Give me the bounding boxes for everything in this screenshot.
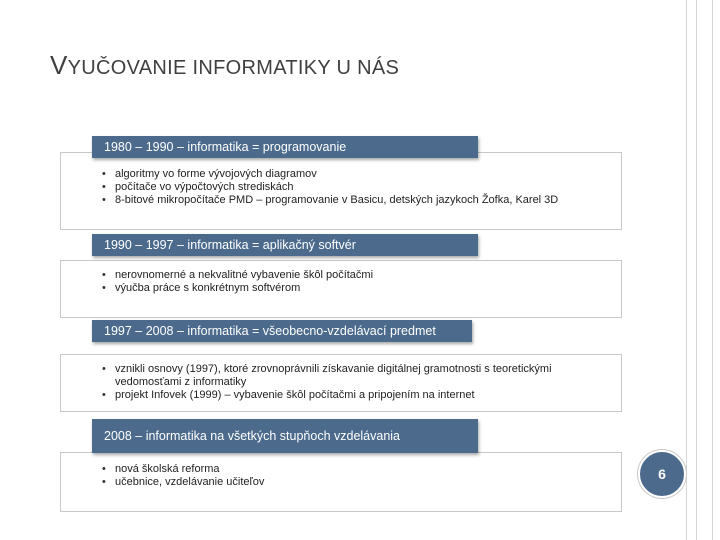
section-panel (60, 152, 622, 230)
list-item: • nová školská reforma (101, 463, 607, 476)
list-item: • vznikli osnovy (1997), ktoré zrovnoprávnili získavanie digitálnej gramotnosti s teoretickými vedomosťami z informatiky (101, 363, 607, 389)
section-header: 1997 – 2008 – informatika = všeobecno-vzdelávací predmet (92, 320, 472, 342)
section-header: 1990 – 1997 – informatika = aplikačný softvér (92, 234, 478, 256)
section-header: 1980 – 1990 – informatika = programovanie (92, 136, 478, 158)
section-panel (60, 354, 622, 412)
list-item: • výučba práce s konkrétnym softvérom (101, 282, 607, 295)
list-item: • nerovnomerné a nekvalitné vybavenie škôl počítačmi (101, 269, 607, 282)
list-item: • počítače vo výpočtových strediskách (101, 181, 607, 194)
section-header: 2008 – informatika na všetkých stupňoch vzdelávania (92, 419, 478, 453)
list-item: • projekt Infovek (1999) – vybavenie škôl počítačmi a pripojením na internet (101, 389, 607, 402)
list-item: • učebnice, vzdelávanie učiteľov (101, 476, 607, 489)
page-number-badge: 6 (638, 450, 686, 498)
title-text: YUČOVANIE INFORMATIKY U NÁS (67, 57, 400, 79)
section-panel (60, 452, 622, 512)
title-first-letter: V (50, 50, 68, 80)
decorative-line (696, 0, 697, 540)
decorative-line (712, 0, 713, 540)
list-item: • 8-bitové mikropočítače PMD – programovanie v Basicu, detských jazykoch Žofka, Karel 3D (101, 194, 607, 207)
decorative-line (686, 0, 687, 540)
slide-title (50, 50, 399, 81)
section-panel (60, 260, 622, 318)
list-item: • algoritmy vo forme vývojových diagramov (101, 168, 607, 181)
